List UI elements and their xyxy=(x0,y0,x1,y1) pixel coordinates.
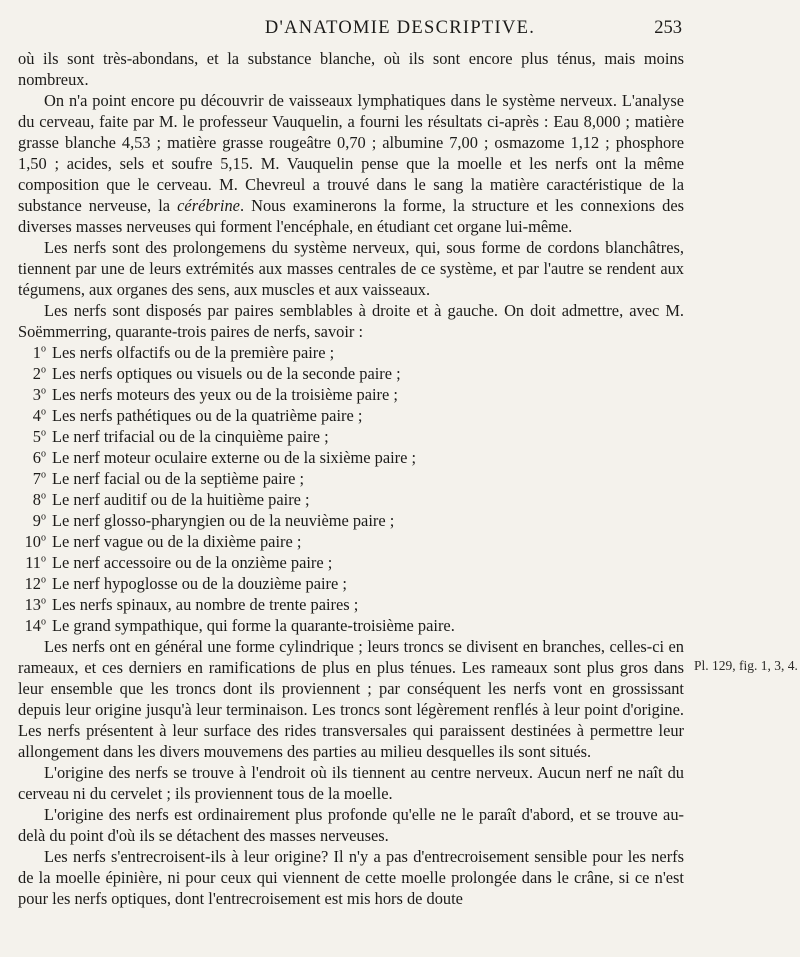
ordinal-mark: o xyxy=(41,385,46,397)
list-item xyxy=(18,510,684,531)
nerve-pairs-list xyxy=(18,342,684,636)
list-item xyxy=(18,489,684,510)
paragraph-continued: où ils sont très-abondans, et la substance blanche, où ils sont encore plus ténus, mais moins nombreux. xyxy=(18,49,684,89)
ordinal-mark: o xyxy=(41,595,46,607)
list-text: Le nerf hypoglosse ou de la douzième paire ; xyxy=(52,574,347,593)
ordinal-mark: o xyxy=(41,469,46,481)
list-item xyxy=(18,342,684,363)
ordinal-mark: o xyxy=(41,490,46,502)
list-item xyxy=(18,363,684,384)
list-text: Le nerf accessoire ou de la onzième paire ; xyxy=(52,553,333,572)
list-number: 3 xyxy=(32,385,41,404)
list-item xyxy=(18,531,684,552)
ordinal-mark: o xyxy=(41,364,46,376)
list-number: 13 xyxy=(24,595,41,614)
list-number: 9 xyxy=(32,511,41,530)
ordinal-mark: o xyxy=(41,532,46,544)
list-item xyxy=(18,426,684,447)
list-number: 2 xyxy=(32,364,41,383)
list-number: 8 xyxy=(32,490,41,509)
list-text: Le grand sympathique, qui forme la quarante-troisième paire. xyxy=(52,616,455,635)
list-text: Les nerfs moteurs des yeux ou de la troisième paire ; xyxy=(52,385,398,404)
list-text: Les nerfs optiques ou visuels ou de la seconde paire ; xyxy=(52,364,401,383)
list-text: Le nerf moteur oculaire externe ou de la sixième paire ; xyxy=(52,448,417,467)
paragraph-pairs-intro: Les nerfs sont disposés par paires semblables à droite et à gauche. On doit admettre, avec M. Soëmmerring, quarante-trois paires de nerfs, savoir : xyxy=(18,301,684,341)
ordinal-mark: o xyxy=(41,511,46,523)
list-item xyxy=(18,447,684,468)
list-number: 5 xyxy=(32,427,41,446)
list-text: Le nerf glosso-pharyngien ou de la neuvième paire ; xyxy=(52,511,395,530)
list-text: Les nerfs pathétiques ou de la quatrième paire ; xyxy=(52,406,363,425)
ordinal-mark: o xyxy=(41,343,46,355)
paragraph-crossing: Les nerfs s'entrecroisent-ils à leur origine? Il n'y a pas d'entrecroisement sensible pour les nerfs de la moelle épinière, ni pour ceux qui viennent de cette moelle prolongée dans le crâne, si ce n'est pour les nerfs optiques, dont l'entrecroisement est mis hors de doute xyxy=(18,847,684,908)
ordinal-mark: o xyxy=(41,448,46,460)
list-item xyxy=(18,405,684,426)
list-text: Le nerf facial ou de la septième paire ; xyxy=(52,469,305,488)
ordinal-mark: o xyxy=(41,553,46,565)
paragraph-origin-depth: L'origine des nerfs est ordinairement plus profonde qu'elle ne le paraît d'abord, et se trouve au-delà du point d'où ils se détachent des masses nerveuses. xyxy=(18,805,684,845)
running-head xyxy=(0,16,800,42)
list-item xyxy=(18,594,684,615)
margin-note-plate-reference: Pl. 129, fig. 1, 3, 4. xyxy=(694,658,798,673)
page-number: 253 xyxy=(654,18,682,38)
list-text: Le nerf trifacial ou de la cinquième paire ; xyxy=(52,427,329,446)
list-number: 6 xyxy=(32,448,41,467)
paragraph-chemistry-text: On n'a point encore pu découvrir de vaisseaux lymphatiques dans le système nerveux. L'analyse du cerveau, faite par M. le professeur Vauquelin, a fourni les résultats ci-après : Eau 8,000 ; matière grasse blanche 4,53 ; matière grasse rougeâtre 0,70 ; albumine 7,00 ; osmazome 1,12 ; phosphore 1,50 ; acides, sels et soufre 5,15. M. Vauquelin pense que la moelle et les nerfs ont la même composition que le cerveau. M. Chevreul a trouvé dans le sang la matière caractéristique de la substance nerveuse, la xyxy=(18,91,684,215)
term-cerebrine: cérébrine xyxy=(177,196,240,215)
ordinal-mark: o xyxy=(41,427,46,439)
list-item xyxy=(18,468,684,489)
ordinal-mark: o xyxy=(41,616,46,628)
list-text: Les nerfs olfactifs ou de la première paire ; xyxy=(52,343,335,362)
list-number: 12 xyxy=(24,574,41,593)
list-number: 4 xyxy=(32,406,41,425)
paragraph-chemistry xyxy=(18,90,684,237)
list-number: 10 xyxy=(24,532,41,551)
list-item xyxy=(18,384,684,405)
list-text: Les nerfs spinaux, au nombre de trente paires ; xyxy=(52,595,359,614)
list-item xyxy=(18,552,684,573)
body-text xyxy=(18,48,684,909)
paragraph-chemistry-end: . Nous examinerons la forme, la structure et les connexions des diverses masses nerveuses qui forment l'encéphale, en étudiant cet organe lui-même. xyxy=(18,196,685,236)
list-number: 1 xyxy=(32,343,41,362)
list-item xyxy=(18,573,684,594)
list-text: Le nerf auditif ou de la huitième paire ; xyxy=(52,490,310,509)
list-number: 14 xyxy=(24,616,41,635)
list-number: 11 xyxy=(25,553,41,572)
list-number: 7 xyxy=(32,469,41,488)
ordinal-mark: o xyxy=(41,574,46,586)
list-text: Le nerf vague ou de la dixième paire ; xyxy=(52,532,302,551)
ordinal-mark: o xyxy=(41,406,46,418)
paragraph-form: Les nerfs ont en général une forme cylindrique ; leurs troncs se divisent en branches, celles-ci en rameaux, et ces derniers en ramifications de plus en plus ténues. Les rameaux sont plus gros dans leur ensemble que les troncs dont ils proviennent ; par conséquent les nerfs vont en grossissant depuis leur origine jusqu'à leur terminaison. Les troncs sont légèrement renflés à leur point d'origine. Les nerfs présentent à leur surface des rides transversales qui paraissent destinées à permettre leur allongement dans les divers mouvemens des parties au milieu desquelles ils sont situés. xyxy=(18,637,684,761)
paragraph-origin: L'origine des nerfs se trouve à l'endroit où ils tiennent au centre nerveux. Aucun nerf ne naît du cerveau ni du cervelet ; ils proviennent tous de la moelle. xyxy=(18,763,684,803)
list-item xyxy=(18,615,684,636)
running-head-title: D'ANATOMIE DESCRIPTIVE. xyxy=(264,18,536,38)
paragraph-nerves-definition: Les nerfs sont des prolongemens du système nerveux, qui, sous forme de cordons blanchâtres, tiennent par une de leurs extrémités aux masses centrales de ce système, et par l'autre se rendent aux tégumens, aux organes des sens, aux muscles et aux vaisseaux. xyxy=(18,238,684,299)
